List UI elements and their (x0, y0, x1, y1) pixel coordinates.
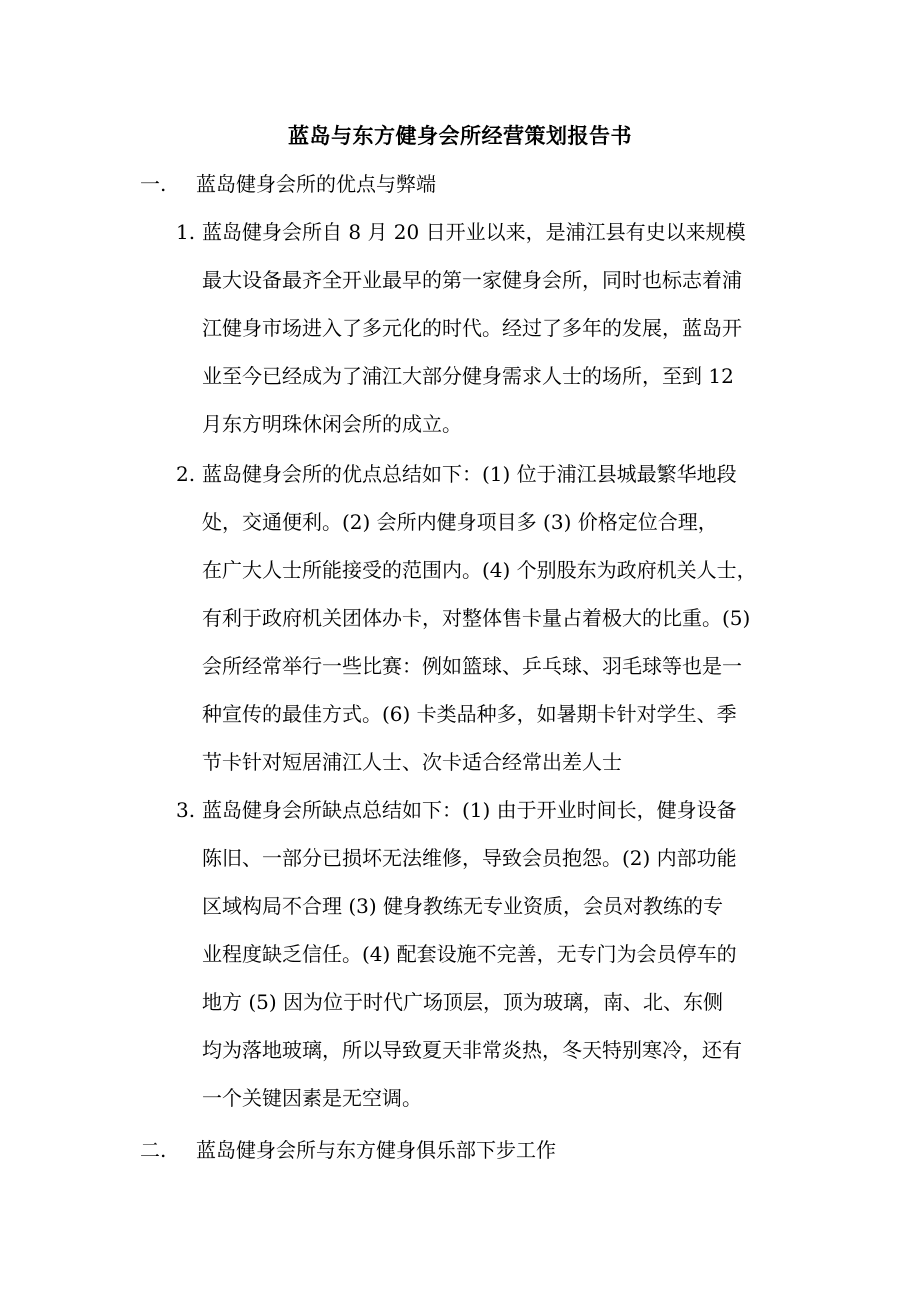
paragraph-line: 一个关键因素是无空调。 (202, 1086, 422, 1110)
section-number: 一. (140, 172, 167, 196)
paragraph-line: 区域构局不合理 (3) 健身教练无专业资质，会员对教练的专 (202, 894, 724, 918)
paragraph-line: 蓝岛健身会所自 8 月 20 日开业以来，是浦江县有史以来规模 (202, 220, 746, 244)
paragraph-line: 业程度缺乏信任。(4) 配套设施不完善，无专门为会员停车的 (202, 942, 737, 966)
paragraph-line: 江健身市场进入了多元化的时代。经过了多年的发展，蓝岛开 (202, 316, 742, 340)
paragraph-line: 处，交通便利。(2) 会所内健身项目多 (3) 价格定位合理， (202, 510, 718, 534)
paragraph-line: 会所经常举行一些比赛：例如篮球、乒乓球、羽毛球等也是一 (202, 654, 742, 678)
paragraph-line: 有利于政府机关团体办卡，对整体售卡量占着极大的比重。(5) (202, 606, 751, 630)
paragraph-line: 种宣传的最佳方式。(6) 卡类品种多，如暑期卡针对学生、季 (202, 702, 737, 726)
section-heading-2 (140, 1134, 556, 1166)
paragraph-line: 节卡针对短居浦江人士、次卡适合经常出差人士 (202, 750, 622, 774)
paragraph-line: 业至今已经成为了浦江大部分健身需求人士的场所，至到 12 (202, 364, 734, 388)
section-number: 二. (140, 1138, 167, 1162)
paragraph-line: 地方 (5) 因为位于时代广场顶层，顶为玻璃，南、北、东侧 (202, 990, 724, 1014)
list-item-number: 3. (176, 798, 196, 822)
paragraph-line: 在广大人士所能接受的范围内。(4) 个别股东为政府机关人士， (202, 558, 757, 582)
list-item-number: 1. (176, 220, 196, 244)
paragraph-line: 陈旧、一部分已损坏无法维修，导致会员抱怨。(2) 内部功能 (202, 846, 737, 870)
list-item-number: 2. (176, 462, 196, 486)
section-title: 蓝岛健身会所的优点与弊端 (196, 172, 436, 196)
section-title: 蓝岛健身会所与东方健身俱乐部下步工作 (196, 1138, 556, 1162)
document-title: 蓝岛与东方健身会所经营策划报告书 (288, 123, 632, 148)
paragraph-line: 蓝岛健身会所的优点总结如下：(1) 位于浦江县城最繁华地段 (202, 462, 737, 486)
paragraph-line: 月东方明珠休闲会所的成立。 (202, 412, 462, 436)
section-heading-1 (140, 168, 436, 200)
paragraph-line: 蓝岛健身会所缺点总结如下：(1) 由于开业时间长，健身设备 (202, 798, 737, 822)
paragraph-line: 均为落地玻璃，所以导致夏天非常炎热，冬天特别寒冷，还有 (202, 1038, 742, 1062)
paragraph-line: 最大设备最齐全开业最早的第一家健身会所，同时也标志着浦 (202, 268, 742, 292)
